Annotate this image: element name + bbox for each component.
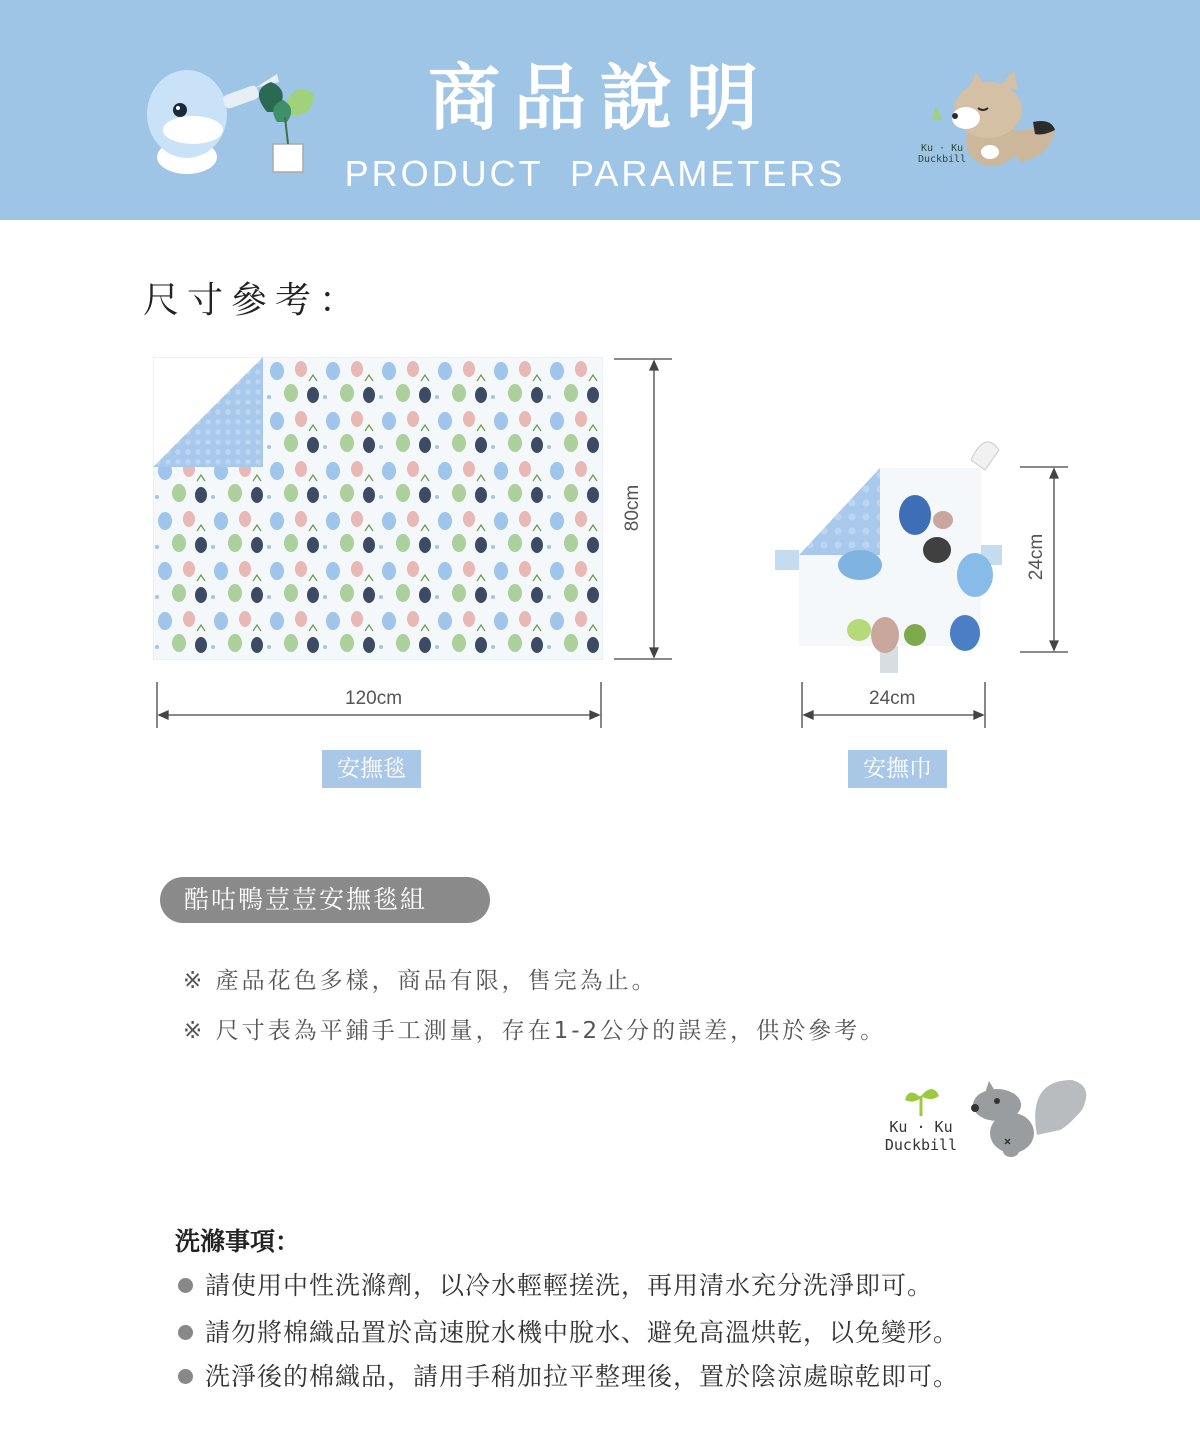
- sprout-icon: [872, 1078, 972, 1118]
- washing-item: [178, 1313, 959, 1349]
- blanket-width-label: 120cm: [345, 688, 403, 709]
- note-line-1: ※ 產品花色多樣，商品有限，售完為止。: [183, 968, 658, 994]
- brand-line2: Duckbill: [884, 1136, 958, 1154]
- washing-heading: 洗滌事項：: [175, 1227, 301, 1256]
- page-subtitle: PRODUCT PARAMETERS: [344, 153, 846, 194]
- washing-item-text: 請使用中性洗滌劑，以冷水輕輕搓洗，再用清水充分洗淨即可。: [205, 1271, 934, 1300]
- towel-height-label: 24cm: [1026, 533, 1048, 581]
- bullet-icon: [178, 1369, 193, 1384]
- towel-name-tag: 安撫巾: [848, 750, 947, 788]
- blanket-name-tag: 安撫毯: [322, 750, 421, 788]
- brand-line1: Ku · Ku: [921, 143, 964, 154]
- note-line-2: ※ 尺寸表為平鋪手工測量，存在1-2公分的誤差，供於參考。: [183, 1018, 887, 1044]
- bullet-icon: [178, 1278, 193, 1293]
- product-name-pill: 酷咕鴨荳荳安撫毯組: [160, 877, 490, 923]
- washing-item: [178, 1266, 933, 1302]
- washing-item: [178, 1357, 959, 1393]
- page-title: 商品說明: [427, 55, 772, 140]
- washing-item-text: 洗淨後的棉織品，請用手稍加拉平整理後，置於陰涼處晾乾即可。: [205, 1362, 960, 1391]
- brand-logo: [872, 1078, 972, 1154]
- size-heading: 尺寸參考：: [143, 280, 364, 321]
- blanket-height-label: 80cm: [622, 484, 644, 532]
- squirrel-icon: [967, 1075, 1092, 1160]
- brand-line1: Ku · Ku: [889, 1118, 953, 1136]
- towel-width-label: 24cm: [869, 688, 916, 709]
- washing-item-text: 請勿將棉織品置於高速脫水機中脫水、避免高溫烘乾，以免變形。: [205, 1318, 960, 1347]
- brand-line2: Duckbill: [918, 154, 967, 165]
- bullet-icon: [178, 1325, 193, 1340]
